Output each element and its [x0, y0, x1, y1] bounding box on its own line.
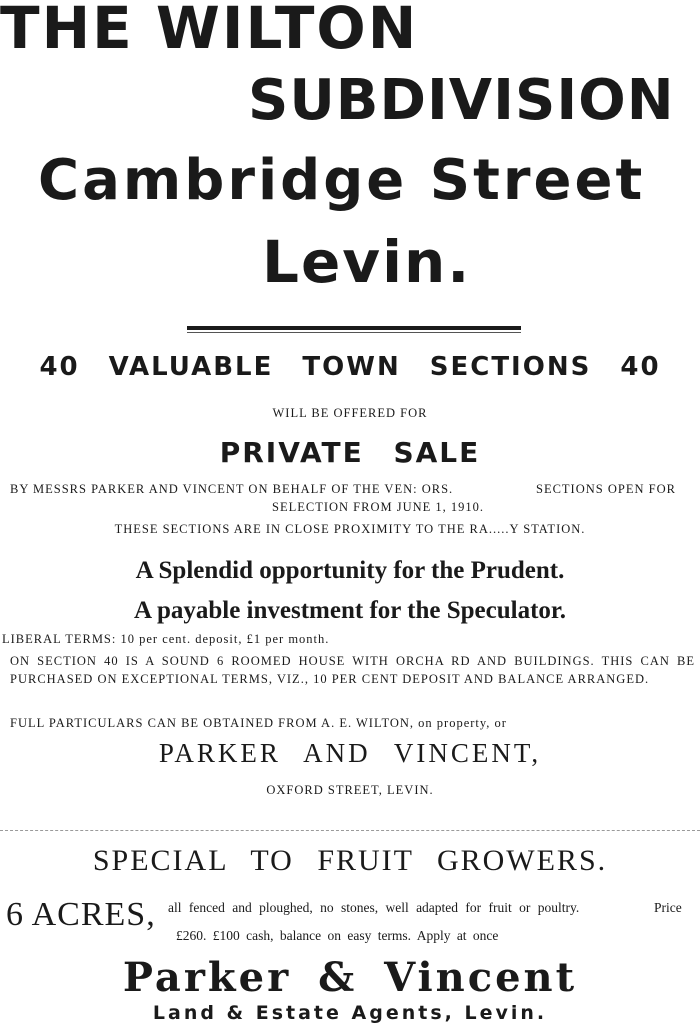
full-particulars-text: FULL PARTICULARS CAN BE OBTAINED FROM A. E. WILTON, on property, or: [10, 716, 507, 730]
divider-rule: [187, 326, 521, 330]
price-label: Price: [654, 900, 682, 915]
private-sale-heading: PRIVATE SALE: [219, 436, 481, 469]
title-the-wilton: THE WILTON: [0, 0, 419, 62]
agents-name: PARKER AND VINCENT,: [158, 738, 542, 768]
proximity-text: THESE SECTIONS ARE IN CLOSE PROXIMITY TO THE RA.....Y STATION.: [114, 522, 586, 536]
title-cambridge-street: Cambridge Street: [38, 148, 646, 213]
opportunity-tagline: A Splendid opportunity for the Prudent.: [135, 557, 565, 584]
investment-tagline: A payable investment for the Speculator.: [134, 597, 566, 624]
selection-date-text: SELECTION FROM JUNE 1, 1910.: [272, 500, 485, 514]
section-divider: [0, 830, 700, 831]
footer-agents-subtitle: Land & Estate Agents, Levin.: [152, 1002, 548, 1024]
sections-open-text: SECTIONS OPEN FOR: [536, 482, 676, 496]
acres-description: all fenced and ploughed, no stones, well adapted for fruit or poultry.: [168, 900, 580, 915]
title-subdivision: SUBDIVISION: [248, 68, 675, 133]
sections-headline: 40 VALUABLE TOWN SECTIONS 40: [39, 352, 661, 382]
by-messrs-text: BY MESSRS PARKER AND VINCENT ON BEHALF OF THE VEN: ORS.: [10, 482, 454, 496]
liberal-terms-text: LIBERAL TERMS: 10 per cent. deposit, £1 per month.: [2, 632, 330, 646]
acres-heading: 6 ACRES,: [6, 896, 156, 933]
house-paragraph: ON SECTION 40 IS A SOUND 6 ROOMED HOUSE WITH ORCHA RD AND BUILDINGS. THIS CAN BE PURCHASED ON EXCEPTIONAL TERMS, VIZ., 10 PER CENT DEPOSIT AND BALANCE ARRANGED.: [10, 654, 695, 686]
price-terms: £260. £100 cash, balance on easy terms. Apply at once: [176, 928, 499, 943]
offered-for-text: WILL BE OFFERED FOR: [272, 406, 428, 420]
agents-address: OXFORD STREET, LEVIN.: [266, 783, 434, 797]
footer-agents-name: Parker & Vincent: [122, 954, 578, 1001]
special-heading: SPECIAL TO FRUIT GROWERS.: [92, 844, 608, 877]
title-levin: Levin.: [262, 228, 472, 296]
divider-rule-thin: [187, 332, 521, 333]
